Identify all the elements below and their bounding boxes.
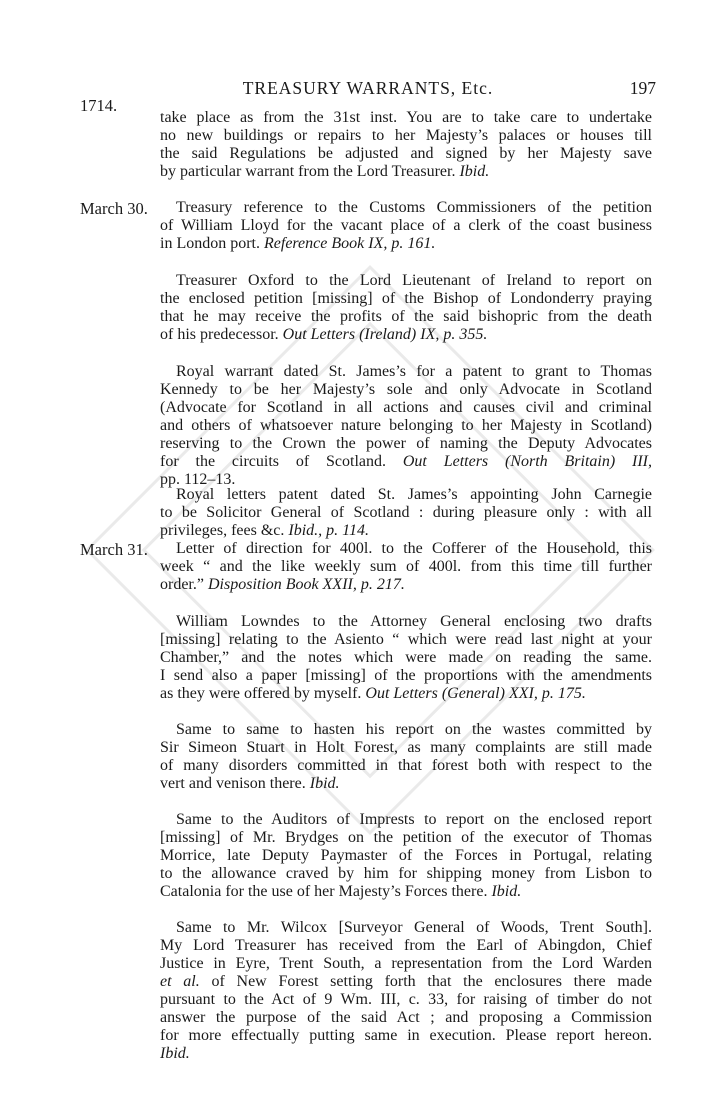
page-header — [80, 78, 656, 102]
entry-line: order.” — [160, 576, 208, 593]
entry-line: that he may receive the profits of the said bishopric from the death — [160, 308, 652, 325]
entry-9 — [160, 919, 652, 1063]
entry-line: answer the purpose of the said Act ; and proposing a Commission — [160, 1009, 652, 1026]
entry-reference: Ibid. — [309, 775, 340, 792]
entry-reference: Ibid. — [160, 1045, 190, 1062]
entry-line: Sir Simeon Stuart in Holt Forest, as many complaints are still made — [160, 739, 652, 756]
entry-line: for the circuits of Scotland. — [160, 453, 403, 470]
entry-line: to the allowance craved by him for shipping money from Lisbon to — [160, 865, 652, 882]
entry-line: pursuant to the Act of 9 Wm. III, c. 33, for raising of timber do not — [160, 991, 652, 1008]
entry-line: of New Forest setting forth that the enclosures there made — [199, 973, 653, 990]
entry-4 — [160, 486, 652, 540]
entry-line: privileges, fees &c. — [160, 522, 289, 539]
entry-line: to be Solicitor General of Scotland : during pleasure only : with all — [160, 504, 652, 521]
entry-line: Justice in Eyre, Trent South, a representation from the Lord Warden — [160, 955, 652, 972]
entry-line: Chamber,” and the notes which were made on reading the same. — [160, 649, 652, 666]
entry-line: no new buildings or repairs to her Majesty’s palaces or houses till — [160, 127, 652, 144]
entry-0 — [160, 109, 652, 181]
entry-line: My Lord Treasurer has received from the Earl of Abingdon, Chief — [160, 937, 652, 954]
entry-line: and others of whatsoever nature belonging to her Majesty in Scotland) — [160, 417, 652, 434]
entry-line: the said Regulations be adjusted and signed by her Majesty save — [160, 145, 652, 162]
entry-line: Same to the Auditors of Imprests to report on the enclosed report — [176, 811, 652, 828]
page-number: 197 — [629, 78, 656, 98]
entry-line: [missing] relating to the Asiento “ which were read last night at your — [160, 631, 652, 648]
date-march-31: March 31. — [80, 540, 148, 559]
entry-line: Royal letters patent dated St. James’s appointing John Carnegie — [176, 486, 652, 503]
entry-line: Treasurer Oxford to the Lord Lieutenant of Ireland to report on — [176, 272, 652, 289]
entry-reference: Reference Book IX, p. 161. — [264, 235, 436, 252]
entry-line: of his predecessor. — [160, 326, 283, 343]
entry-3 — [160, 363, 652, 489]
entry-line: week “ and the like weekly sum of 400l. from this time till further — [160, 558, 652, 575]
entry-1 — [160, 199, 652, 253]
entry-8 — [160, 811, 652, 901]
entry-6 — [160, 613, 652, 703]
entry-line: for more effectually putting same in execution. Please report hereon. — [160, 1027, 652, 1044]
entry-7 — [160, 721, 652, 793]
entry-2 — [160, 272, 652, 344]
entry-line: Letter of direction for 400l. to the Cofferer of the Household, this — [176, 540, 652, 557]
entry-line: reserving to the Crown the power of naming the Deputy Advocates — [160, 435, 652, 452]
entry-line: William Lowndes to the Attorney General enclosing two drafts — [176, 613, 652, 630]
entry-line: of many disorders committed in that forest both with respect to the — [160, 757, 652, 774]
entry-italic-prefix: et al. — [160, 973, 200, 990]
entry-line: I send also a paper [missing] of the proportions with the amendments — [160, 667, 652, 684]
entry-line: Morrice, late Deputy Paymaster of the Forces in Portugal, relating — [160, 847, 652, 864]
date-march-30: March 30. — [80, 199, 148, 218]
entry-line: of William Lloyd for the vacant place of a clerk of the coast business — [160, 217, 652, 234]
entry-5 — [160, 540, 652, 594]
entry-line: Kennedy to be her Majesty’s sole and only Advocate in Scotland — [160, 381, 652, 398]
entry-reference: Out Letters (Ireland) IX, p. 355. — [282, 326, 488, 343]
entry-reference: Out Letters (General) XXI, p. 175. — [365, 685, 586, 702]
entry-line: the enclosed petition [missing] of the Bishop of Londonderry praying — [160, 290, 652, 307]
running-title: TREASURY WARRANTS, Etc. — [242, 78, 494, 98]
entry-line: Royal warrant dated St. James’s for a patent to grant to Thomas — [176, 363, 652, 380]
entry-line: vert and venison there. — [160, 775, 310, 792]
entry-line: by particular warrant from the Lord Treasurer. — [160, 163, 460, 180]
entry-line: take place as from the 31st inst. You are to take care to undertake — [160, 109, 652, 126]
entry-reference: Disposition Book XXII, p. 217. — [207, 576, 405, 593]
entry-line: Catalonia for the use of her Majesty’s Forces there. — [160, 883, 492, 900]
entry-line: Same to Mr. Wilcox [Surveyor General of Woods, Trent South]. — [176, 919, 652, 936]
entry-reference: Ibid. — [491, 883, 522, 900]
entry-reference-cont: pp. 112–13. — [160, 471, 236, 488]
entry-line: [missing] of Mr. Brydges on the petition of the executor of Thomas — [160, 829, 652, 846]
entry-line: in London port. — [160, 235, 264, 252]
entry-reference: Ibid. — [459, 163, 490, 180]
entry-line: Treasury reference to the Customs Commissioners of the petition — [176, 199, 652, 216]
entry-line: Same to same to hasten his report on the wastes committed by — [176, 721, 652, 738]
year-margin-label: 1714. — [80, 96, 118, 115]
entry-reference: Ibid., p. 114. — [288, 522, 369, 539]
entry-line: as they were offered by myself. — [160, 685, 366, 702]
entry-reference: Out Letters (North Britain) III, — [402, 453, 653, 470]
entry-line: (Advocate for Scotland in all actions and causes civil and criminal — [160, 399, 652, 416]
